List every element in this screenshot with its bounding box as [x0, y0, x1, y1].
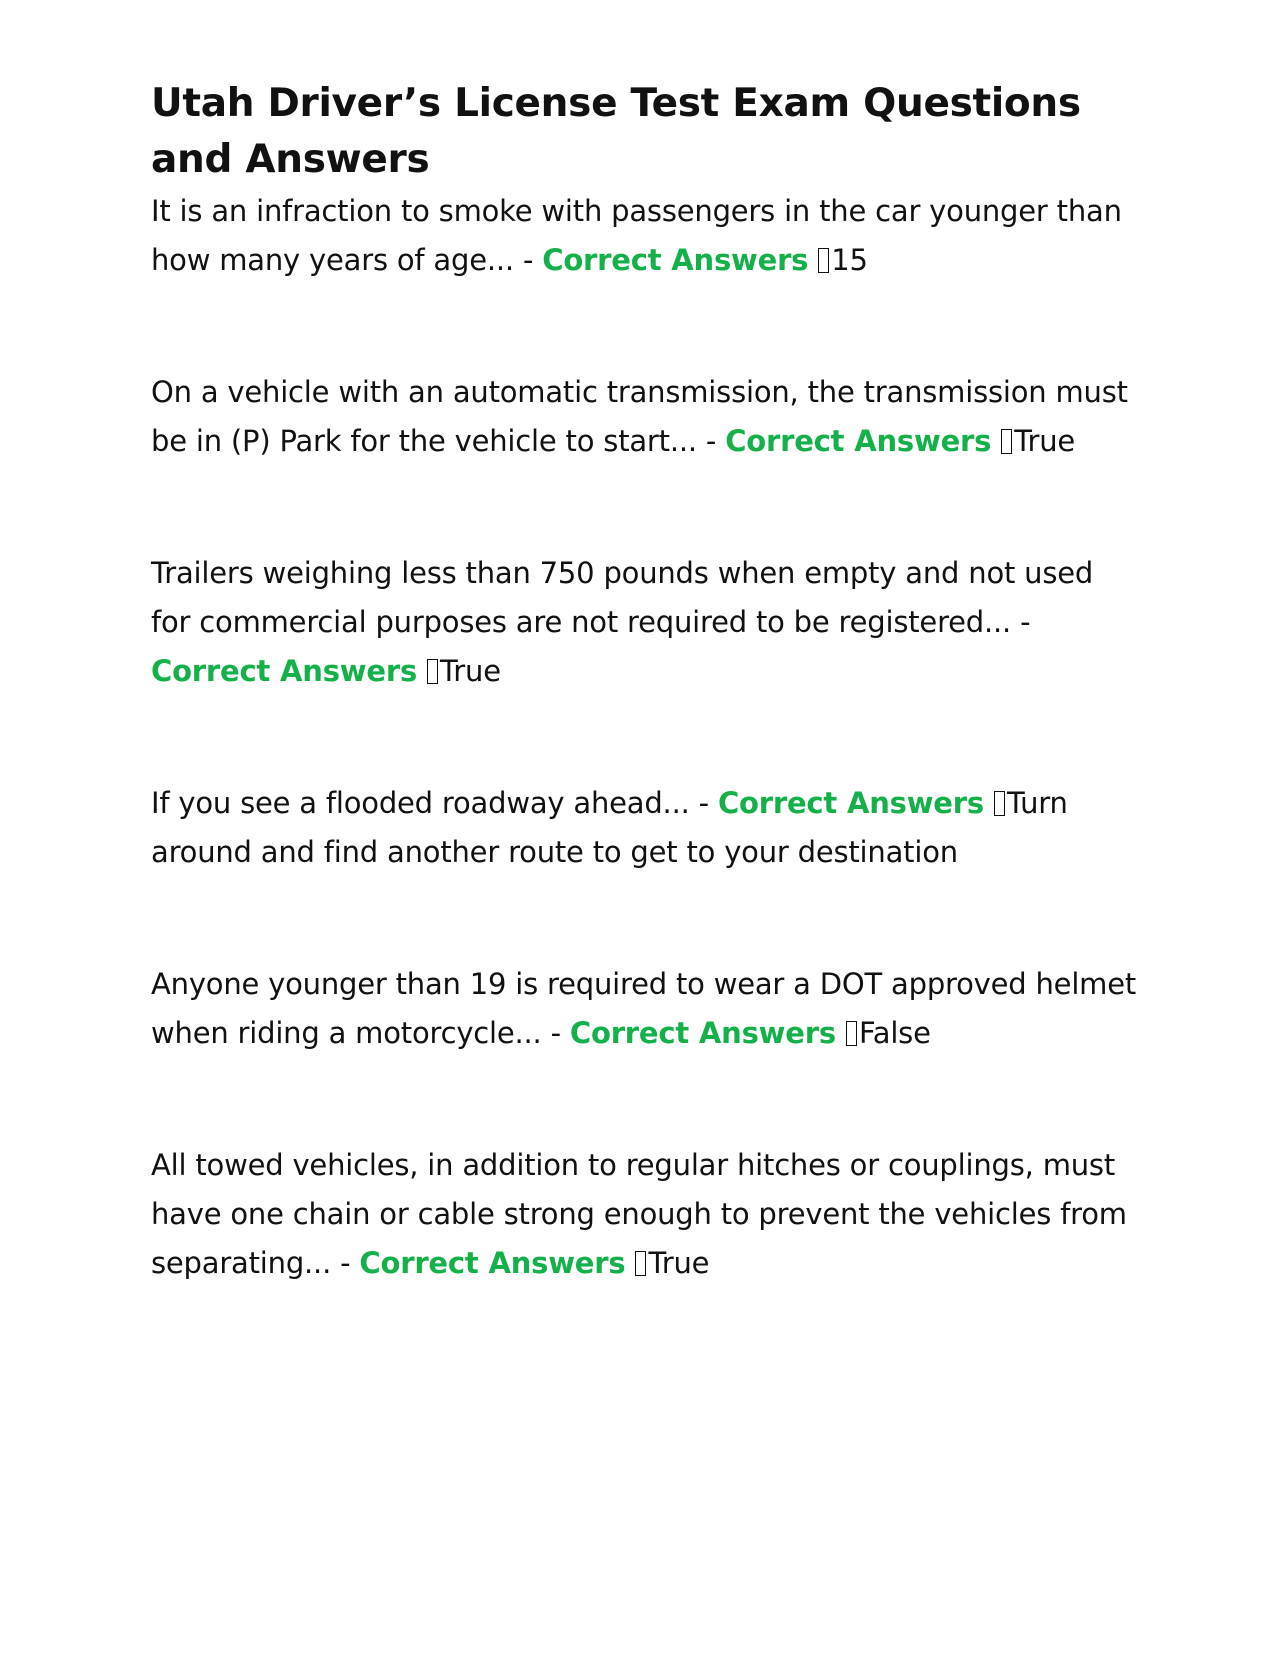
question-text: Anyone younger than 19 is required to wear a DOT approved helmet when riding a motorcycle...	[151, 967, 1137, 1050]
answer-text: Turn around and find another route to get to your destination	[151, 786, 1068, 869]
missing-glyph-icon	[1001, 429, 1012, 454]
separator: -	[541, 1016, 570, 1050]
question-text: It is an infraction to smoke with passengers in the car younger than how many years of age...	[151, 194, 1122, 277]
answer-text: False	[858, 1016, 931, 1050]
separator: -	[1011, 605, 1031, 639]
missing-glyph-icon	[994, 791, 1005, 816]
document-page	[151, 76, 1141, 1371]
answer-text: True	[1014, 424, 1076, 458]
separator: -	[689, 786, 718, 820]
question-text: On a vehicle with an automatic transmission, the transmission must be in (P) Park for the vehicle to start...	[151, 375, 1128, 458]
qa-item	[151, 960, 1141, 1058]
missing-glyph-icon	[818, 248, 829, 273]
separator: -	[331, 1246, 360, 1280]
correct-answers-label: Correct Answers	[717, 786, 984, 820]
correct-answers-label: Correct Answers	[542, 243, 809, 277]
qa-item	[151, 368, 1141, 466]
correct-answers-label: Correct Answers	[359, 1246, 626, 1280]
correct-answers-label: Correct Answers	[725, 424, 992, 458]
document-title: Utah Driver’s License Test Exam Questions and Answers	[151, 81, 1081, 182]
missing-glyph-icon	[635, 1251, 646, 1276]
separator: -	[696, 424, 726, 458]
correct-answers-label: Correct Answers	[569, 1016, 836, 1050]
correct-answers-label: Correct Answers	[151, 654, 418, 688]
missing-glyph-icon	[846, 1021, 857, 1046]
missing-glyph-icon	[427, 659, 438, 684]
question-text: All towed vehicles, in addition to regular hitches or couplings, must have one chain or cable strong enough to prevent the vehicles from separating...	[151, 1148, 1127, 1280]
question-text: If you see a flooded roadway ahead...	[151, 786, 690, 820]
answer-text: True	[440, 654, 501, 688]
qa-item	[151, 1141, 1141, 1288]
qa-item	[151, 187, 1141, 285]
separator: -	[513, 243, 543, 277]
qa-item	[151, 779, 1141, 877]
qa-item	[151, 549, 1141, 696]
answer-text: 15	[831, 243, 868, 277]
question-text: Trailers weighing less than 750 pounds when empty and not used for commercial purposes are not required to be registered...	[151, 556, 1094, 639]
answer-text: True	[648, 1246, 710, 1280]
qa-list	[151, 187, 1141, 1288]
